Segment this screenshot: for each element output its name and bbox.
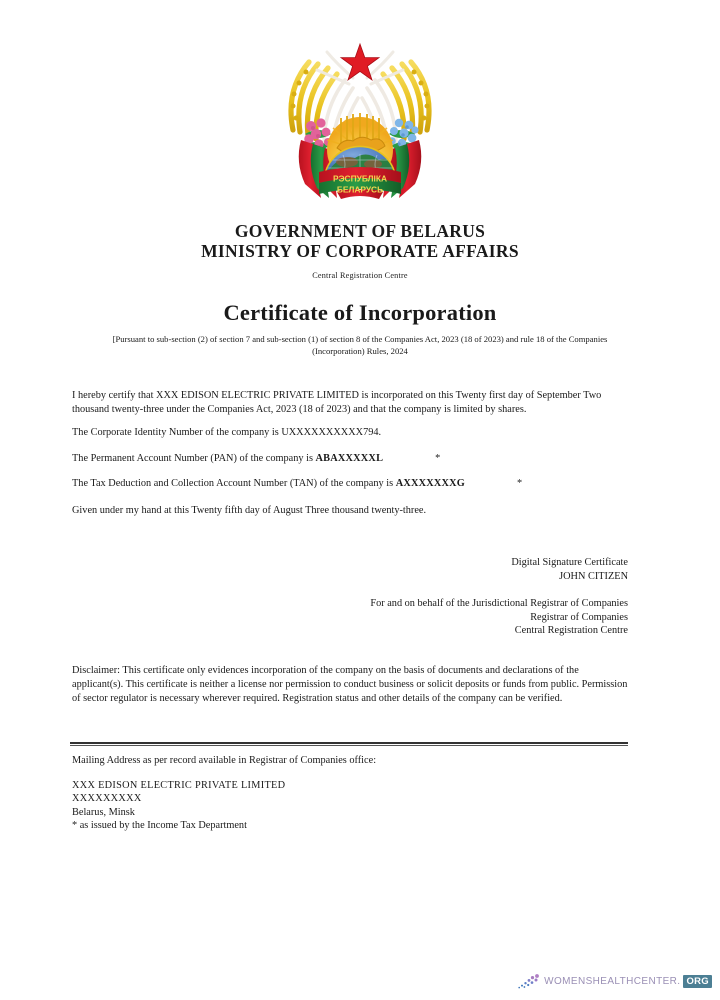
signature-line-1: Digital Signature Certificate xyxy=(511,557,628,568)
coat-of-arms-of-belarus-icon xyxy=(275,22,445,200)
certify-paragraph: I hereby certify that XXX EDISON ELECTRIC PRIVATE LIMITED is incorporated on this Twenty first day of September Two thousand twenty-three under the Companies Act, 2023 (18 of 2023) and that the company is limited by shares. xyxy=(72,390,602,415)
cin-paragraph xyxy=(72,426,628,440)
emblem-container xyxy=(0,22,720,200)
pan-paragraph xyxy=(72,452,628,466)
gov-heading-line-1: GOVERNMENT OF BELARUS xyxy=(234,221,486,241)
tan-value: AXXXXXXXG xyxy=(395,478,465,490)
signature-line-3: For and on behalf of the Jurisdictional Registrar of Companies xyxy=(370,598,628,610)
mailing-address-heading: Mailing Address as per record available in Registrar of Companies office: xyxy=(72,755,377,766)
disclaimer-text: Disclaimer: This certificate only evidences incorporation of the company on the basis of documents and declarations of the applicant(s). This certificate is neither a license nor permission to conduct business or solicit deposits or funds from public. Permission of sector regulator is necessary wherever required. Registration status and other details of the company can be verified. xyxy=(72,665,628,704)
section-divider xyxy=(70,742,628,746)
mailing-line-3: Belarus, Minsk xyxy=(72,806,135,818)
certificate-body xyxy=(72,389,628,518)
pan-asterisk: * xyxy=(435,452,441,464)
pan-value: ABAXXXXXL xyxy=(315,452,384,464)
signature-line-4: Registrar of Companies xyxy=(530,611,628,623)
tan-label: The Tax Deduction and Collection Account Number (TAN) of the company is xyxy=(72,478,396,490)
watermark-dots-icon xyxy=(517,973,543,989)
cin-value: UXXXXXXXXXX794. xyxy=(281,427,382,439)
signature-line-2: JOHN CITIZEN xyxy=(559,570,628,582)
emblem-ribbon-line2: БЕЛАРУСЬ xyxy=(336,184,384,195)
government-heading xyxy=(0,221,720,261)
office-subtitle: Central Registration Centre xyxy=(312,271,408,280)
watermark xyxy=(517,972,712,990)
watermark-badge: ORG xyxy=(683,975,712,988)
emblem-ribbon-line1: РЭСПУБЛІКА xyxy=(333,173,387,184)
tan-asterisk: * xyxy=(517,478,523,490)
mailing-address-block xyxy=(72,779,628,832)
cin-label: The Corporate Identity Number of the company is xyxy=(72,427,282,439)
tan-paragraph xyxy=(72,477,628,491)
gov-heading-line-2: MINISTRY OF CORPORATE AFFAIRS xyxy=(201,241,519,261)
pan-label: The Permanent Account Number (PAN) of the company is xyxy=(72,452,316,464)
page-title: Certificate of Incorporation xyxy=(223,300,497,325)
signature-block xyxy=(72,556,628,638)
pursuant-note: [Pursuant to sub-section (2) of section 7 and sub-section (1) of section 8 of the Companies Act, 2023 (18 of 2023) and rule 18 of the Companies (Incorporation) Rules, 2024 xyxy=(112,334,608,356)
mailing-line-2: XXXXXXXXX xyxy=(72,793,142,805)
signature-line-5: Central Registration Centre xyxy=(514,625,628,637)
mailing-line-4: * as issued by the Income Tax Department xyxy=(72,819,247,831)
given-under-hand-paragraph: Given under my hand at this Twenty fifth day of August Three thousand twenty-three. xyxy=(72,504,427,516)
watermark-text: WOMENSHEALTHCENTER. xyxy=(544,975,681,987)
mailing-line-1: XXX EDISON ELECTRIC PRIVATE LIMITED xyxy=(72,780,286,791)
